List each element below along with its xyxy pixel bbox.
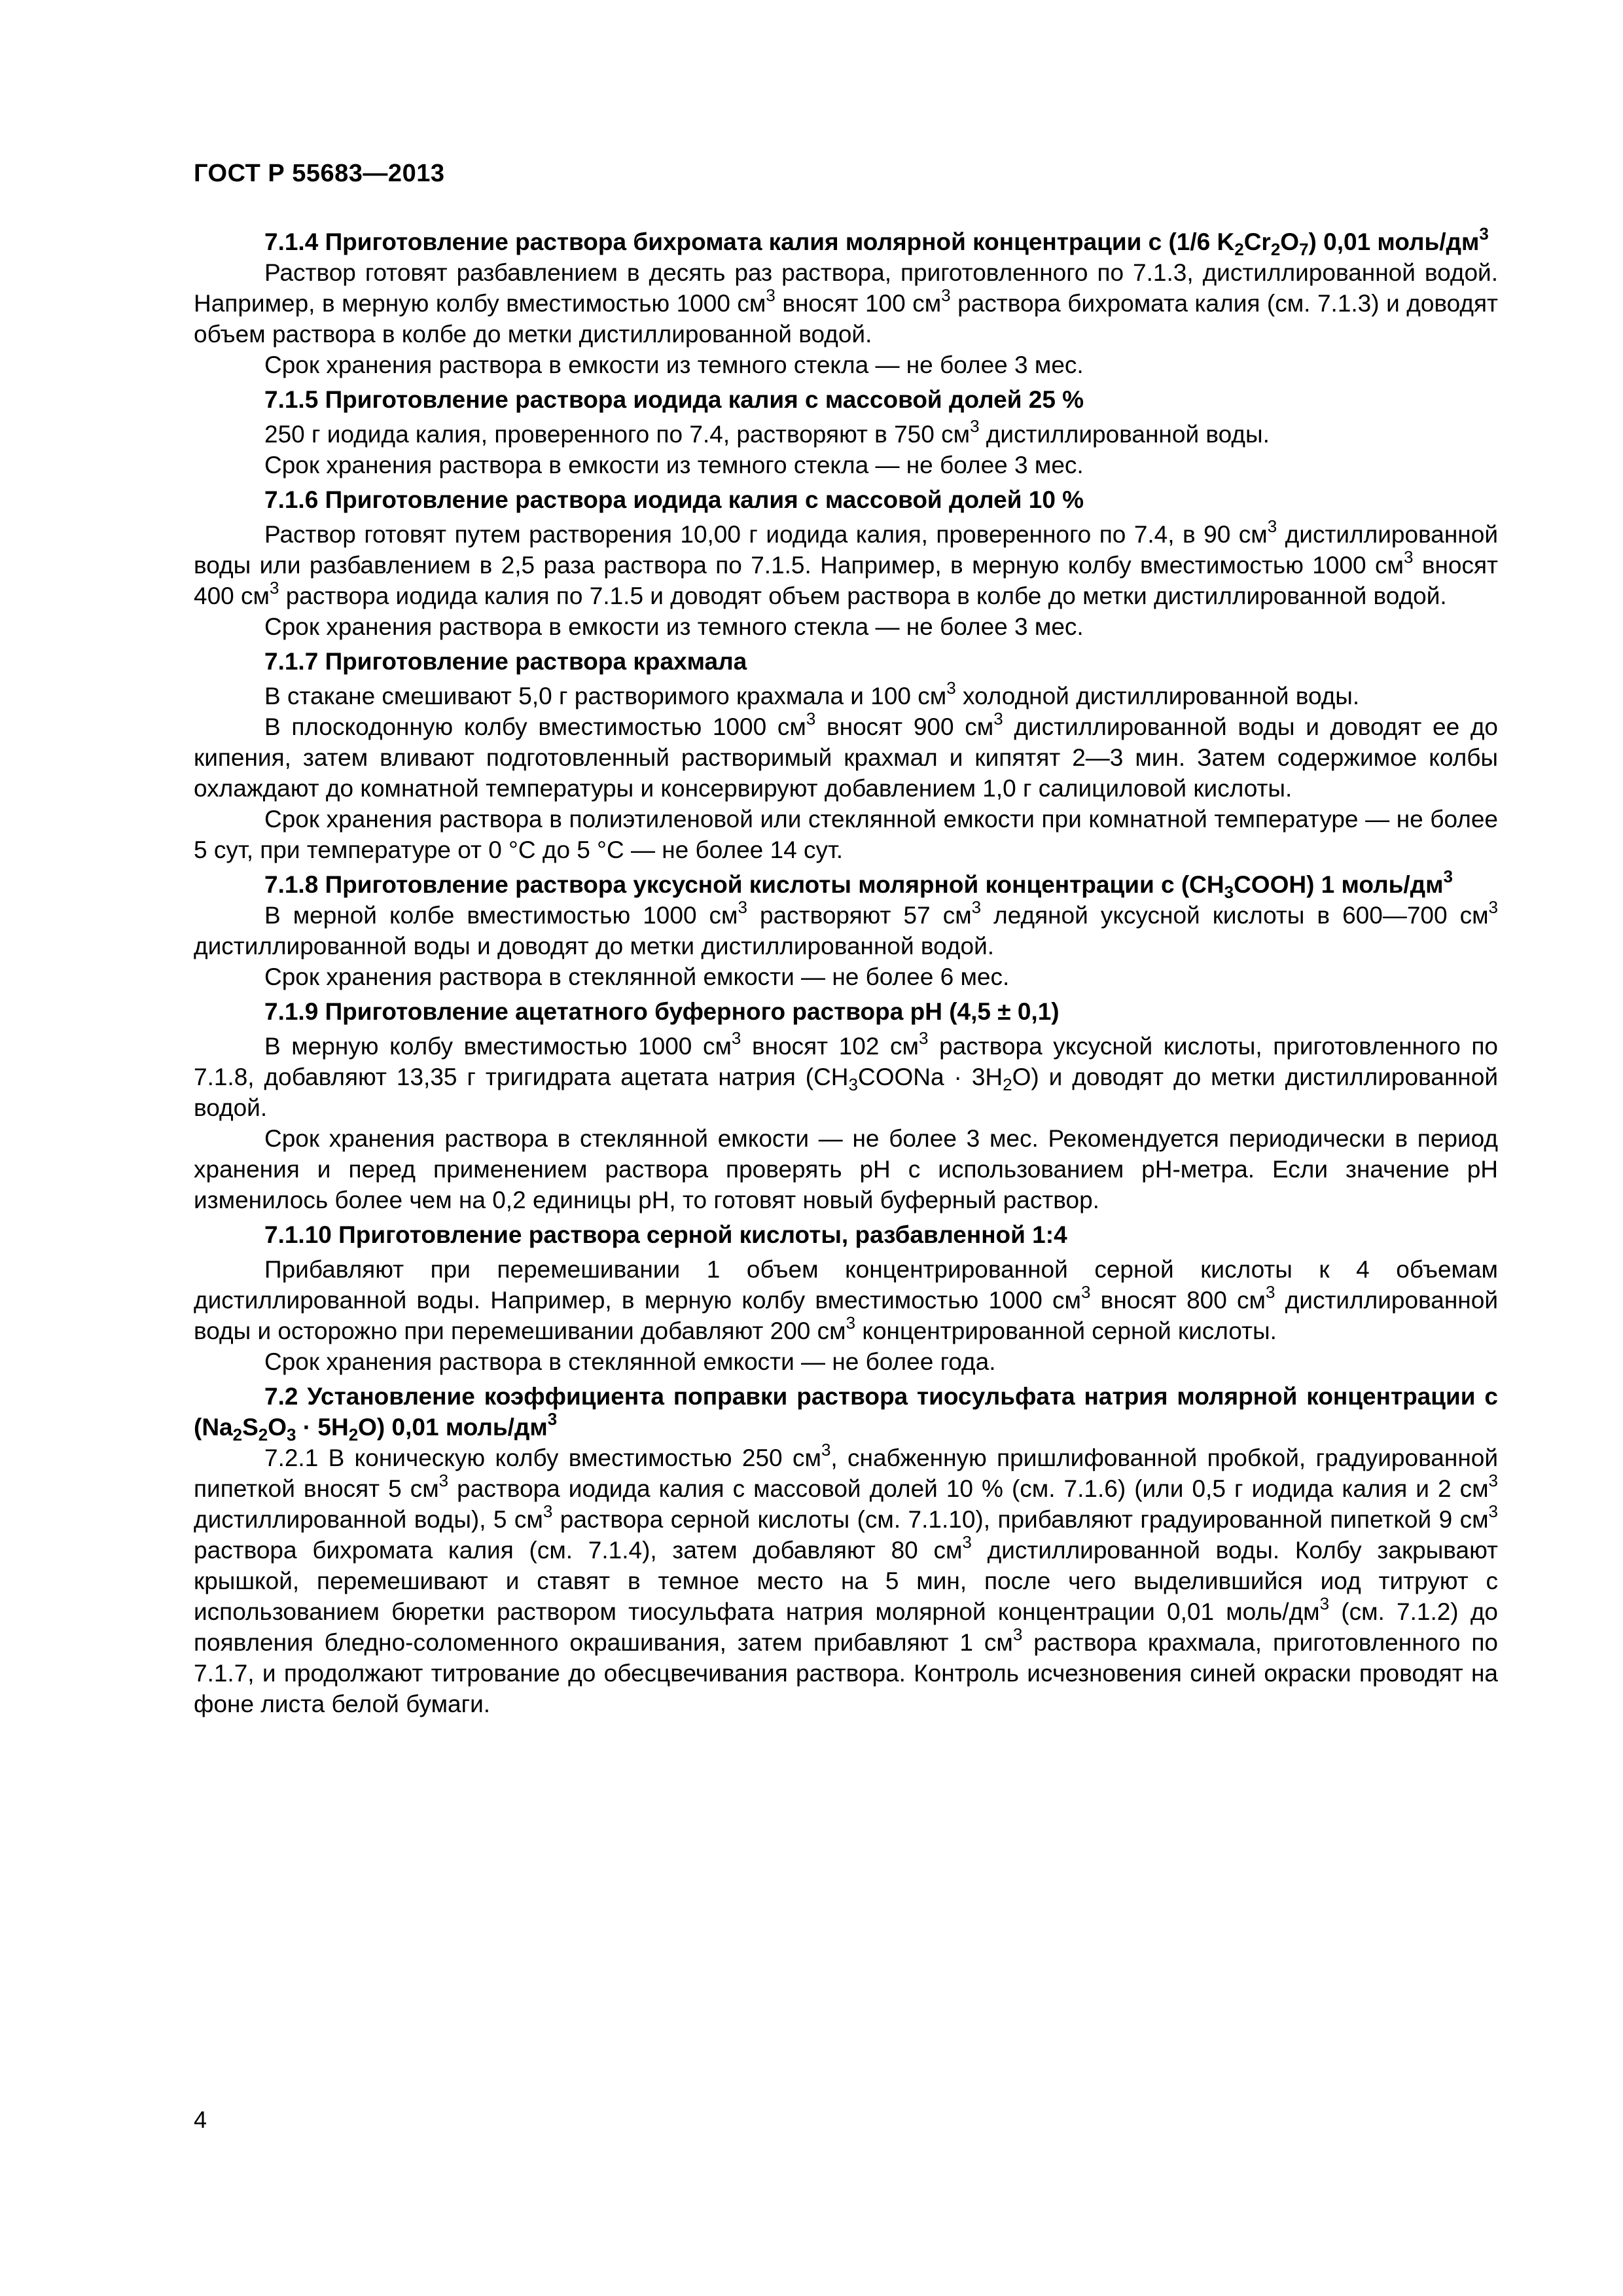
section-heading-7-1-10: 7.1.10 Приготовление раствора серной кислоты, разбавленной 1:4 <box>264 1221 1067 1248</box>
section-heading-7-1-6: 7.1.6 Приготовление раствора иодида калия с массовой долей 10 % <box>264 486 1084 513</box>
document-body <box>194 226 1498 1719</box>
section-heading-7-1-7: 7.1.7 Приготовление раствора крахмала <box>264 648 747 675</box>
section-heading-7-1-4: 7.1.4 Приготовление раствора бихромата калия молярной концентрации с (1/6 $K_2Cr_2O_7$) 0,01 моль/$дм^3$ <box>264 224 1489 259</box>
section-heading-7-1-5: 7.1.5 Приготовление раствора иодида калия с массовой долей 25 % <box>264 386 1084 413</box>
paragraph: Срок хранения раствора в емкости из темного стекла — не более 3 мес. <box>264 351 1084 378</box>
section-heading-7-1-9: 7.1.9 Приготовление ацетатного буферного раствора pH (4,5 ± 0,1) <box>264 998 1060 1025</box>
paragraph: В мерной колбе вместимостью 1000 $см^3$ растворяют 57 $см^3$ ледяной уксусной кислоты в 600—700 $см^3$ дистиллированной воды и доводят до метки дистиллированной водой. <box>194 897 1498 960</box>
document-header: ГОСТ Р 55683—2013 <box>194 160 445 187</box>
paragraph: В мерную колбу вместимостью 1000 $см^3$ вносят 102 $см^3$ раствора уксусной кислоты, приготовленного по 7.1.8, добавляют 13,35 г тригидрата ацетата натрия $(CH_3COONa \cdot 3H_2O)$ и доводят до метки дистиллированной водой. <box>194 1028 1498 1121</box>
paragraph: Срок хранения раствора в стеклянной емкости — не более года. <box>264 1348 996 1375</box>
paragraph: В плоскодонную колбу вместимостью 1000 $см^3$ вносят 900 $см^3$ дистиллированной воды и доводят ее до кипения, затем вливают подготовленный растворимый крахмал и кипятят 2—3 мин. Затем содержимое колбы охлаждают до комнатной температуры и консервируют добавлением 1,0 г салициловой кислоты. <box>194 709 1498 802</box>
page-number: 4 <box>194 2106 207 2133</box>
paragraph: Срок хранения раствора в емкости из темного стекла — не более 3 мес. <box>264 452 1084 478</box>
paragraph: Раствор готовят разбавлением в десять раз раствора, приготовленного по 7.1.3, дистиллированной водой. Например, в мерную колбу вместимостью 1000 $см^3$ вносят 100 $см^3$ раствора бихромата калия (см. 7.1.3) и доводят объем раствора в колбе до метки дистиллированной водой. <box>194 259 1499 348</box>
paragraph: Прибавляют при перемешивании 1 объем концентрированной серной кислоты к 4 объемам дистиллированной воды. Например, в мерную колбу вместимостью 1000 $см^3$ вносят 800 $см^3$ дистиллированной воды и осторожно при перемешивании добавляют 200 $см^3$ концентрированной серной кислоты. <box>194 1256 1498 1344</box>
paragraph: 7.2.1 В коническую колбу вместимостью 250 $см^3$, снабженную пришлифованной пробкой, градуированной пипеткой вносят 5 $см^3$ раствора иодида калия с массовой долей 10 % (см. 7.1.6) (или 0,5 г иодида калия и 2 $см^3$ дистиллированной воды), 5 $см^3$ раствора серной кислоты (см. 7.1.10), прибавляют градуированной пипеткой 9 $см^3$ раствора бихромата калия (см. 7.1.4), затем добавляют 80 $см^3$ дистиллированной воды. Колбу закрывают крышкой, перемешивают и ставят в темное место на 5 мин, после чего выделившийся иод титруют с использованием бюретки раствором тиосульфата натрия молярной концентрации 0,01 моль/$дм^3$ (см. 7.1.2) до появления бледно-соломенного окрашивания, затем прибавляют 1 $см^3$ раствора крахмала, приготовленного по 7.1.7, и продолжают титрование до обесцвечивания раствора. Контроль исчезновения синей окраски проводят на фоне листа белой бумаги. <box>194 1440 1498 1717</box>
section-heading-7-1-8: 7.1.8 Приготовление раствора уксусной кислоты молярной концентрации с $(CH_3COOH)$ 1 моль/$дм^3$ <box>264 867 1453 902</box>
paragraph: В стакане смешивают 5,0 г растворимого крахмала и 100 $см^3$ холодной дистиллированной воды. <box>264 678 1360 709</box>
paragraph: Срок хранения раствора в емкости из темного стекла — не более 3 мес. <box>264 613 1084 640</box>
paragraph: Раствор готовят путем растворения 10,00 г иодида калия, проверенного по 7.4, в 90 $см^3$ дистиллированной воды или разбавлением в 2,5 раза раствора по 7.1.5. Например, в мерную колбу вместимостью 1000 $см^3$ вносят 400 $см^3$ раствора иодида калия по 7.1.5 и доводят объем раствора в колбе до метки дистиллированной водой. <box>194 516 1498 609</box>
section-heading-7-2: 7.2 Установление коэффициента поправки раствора тиосульфата натрия молярной концентрации с $(Na_2S_2O_3 \cdot 5H_2O)$ 0,01 моль/$дм^3$ <box>194 1383 1498 1444</box>
paragraph: Срок хранения раствора в стеклянной емкости — не более 3 мес. Рекомендуется периодически в период хранения и перед применением раствора проверять pH с использованием pH-метра. Если значение pH изменилось более чем на 0,2 единицы pH, то готовят новый буферный раствор. <box>194 1125 1498 1213</box>
paragraph: Срок хранения раствора в стеклянной емкости — не более 6 мес. <box>264 963 1010 990</box>
paragraph: Срок хранения раствора в полиэтиленовой или стеклянной емкости при комнатной температуре — не более 5 сут, при температуре от 0 °С до 5 °С — не более 14 сут. <box>194 806 1498 863</box>
paragraph: 250 г иодида калия, проверенного по 7.4, растворяют в 750 $см^3$ дистиллированной воды. <box>264 416 1270 448</box>
